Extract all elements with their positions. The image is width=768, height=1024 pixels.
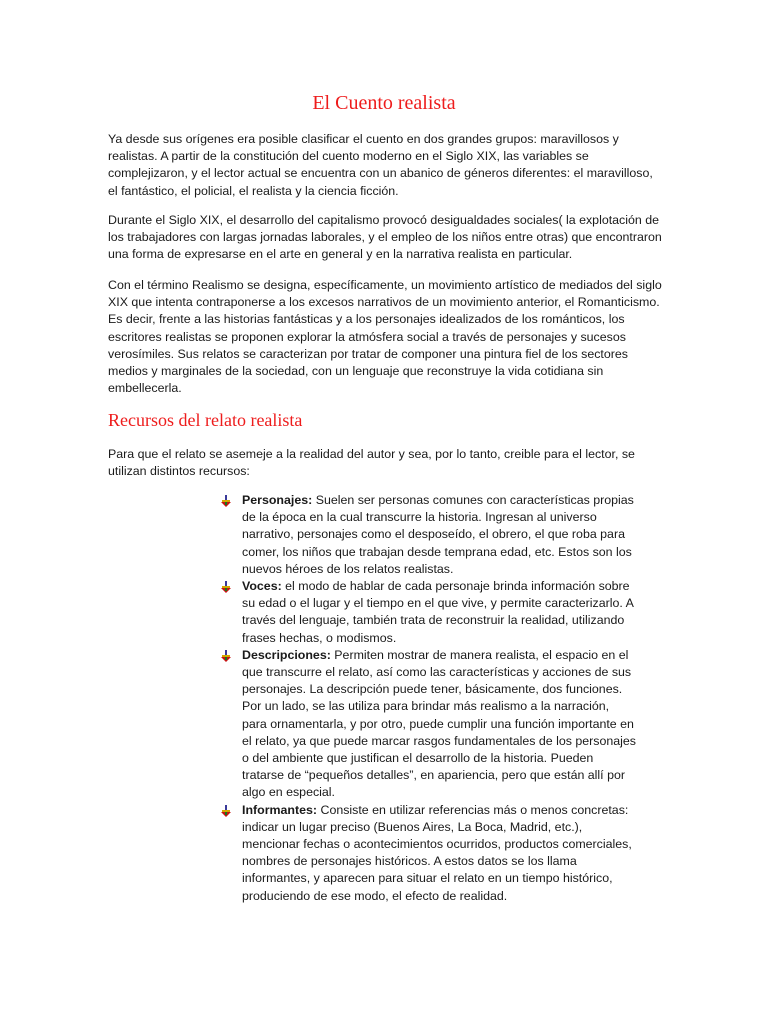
bullet-term: Informantes: (242, 802, 318, 817)
multicolor-down-arrow-icon (220, 805, 232, 817)
bullet-term: Personajes: (242, 493, 313, 507)
paragraph-capitalism: Durante el Siglo XIX, el desarrollo del capitalismo provocó desigualdades sociales( la explotación de los trabajadores con largas jornadas laborales, y el empleo de los niños entre otras) que encontraron una forma de expresarse en el arte en general y en la narrativa realista en particular. (108, 213, 662, 262)
list-item (218, 647, 636, 802)
section-subtitle: Recursos del relato realista (108, 410, 303, 430)
multicolor-down-arrow-icon (220, 581, 232, 593)
paragraph-origins: Ya desde sus orígenes era posible clasificar el cuento en dos grandes grupos: maravillosos y realistas. A partir de la constitución del cuento moderno en el Siglo XIX, las variables se complejizaron, y el lector actual se encuentra con un abanico de géneros diferentes: el maravilloso, el fantástico, el policial, el realista y la ciencia ficción. (108, 132, 653, 198)
bullet-term: Voces: (242, 579, 282, 594)
resources-list (218, 492, 636, 905)
bullet-term: Descripciones: (242, 647, 331, 662)
document-title: El Cuento realista (312, 92, 456, 114)
bullet-text: Permiten mostrar de manera realista, el espacio en el que transcurre el relato, así como las características y acciones de sus personajes. La descripción puede tener, básicamente, dos funciones. Por un lado, se las utiliza para brindar más realismo a la narración, para ornamentarla, y por otro, puede cumplir una función importante en el relato, ya que puede marcar rasgos fundamentales de los personajes o del ambiente que justifican el desarrollo de la historia. Pueden tratarse de “pequeños detalles”, en apariencia, pero que están allí por algo en especial. (242, 647, 636, 800)
multicolor-down-arrow-icon (220, 650, 232, 662)
bullet-text: Consiste en utilizar referencias más o menos concretas: indicar un lugar preciso (Buenos Aires, La Boca, Madrid, etc.), mencionar fechas o acontecimientos ocurridos, productos comerciales, nombres de personajes históricos. A estos datos se los llama informantes, y aparecen para situar el relato en un tiempo histórico, produciendo de ese modo, el efecto de realidad. (242, 802, 632, 903)
list-item (218, 802, 636, 905)
list-item (218, 492, 636, 578)
multicolor-down-arrow-icon (220, 495, 232, 507)
bullet-text: el modo de hablar de cada personaje brinda información sobre su edad o el lugar y el tiempo en el que vive, y permite caracterizarlo. A través del lenguaje, también trata de reconstruir la realidad, utilizando frases hechas, o modismos. (242, 579, 634, 645)
bullet-text: Suelen ser personas comunes con características propias de la época en la cual transcurre la historia. Ingresan al universo narrativo, personajes como el desposeído, el obrero, el que roba para comer, los niños que trabajan desde temprana edad, etc. Estos son los nuevos héroes de los relatos realistas. (242, 493, 634, 576)
paragraph-realism: Con el término Realismo se designa, específicamente, un movimiento artístico de mediados del siglo XIX que intenta contraponerse a los excesos narrativos de un movimiento anterior, el Romanticismo. Es decir, frente a las historias fantásticas y a los personajes idealizados de los románticos, los escritores realistas se proponen explorar la atmósfera social a través de personajes y sucesos verosímiles. Sus relatos se caracterizan por tratar de componer una pintura fiel de los sectores medios y marginales de la sociedad, con un lenguaje que reconstruye la vida cotidiana sin embellecerla. (108, 278, 662, 396)
list-item (218, 578, 636, 647)
paragraph-intro: Para que el relato se asemeje a la realidad del autor y sea, por lo tanto, creible para el lector, se utilizan distintos recursos: (108, 447, 635, 479)
